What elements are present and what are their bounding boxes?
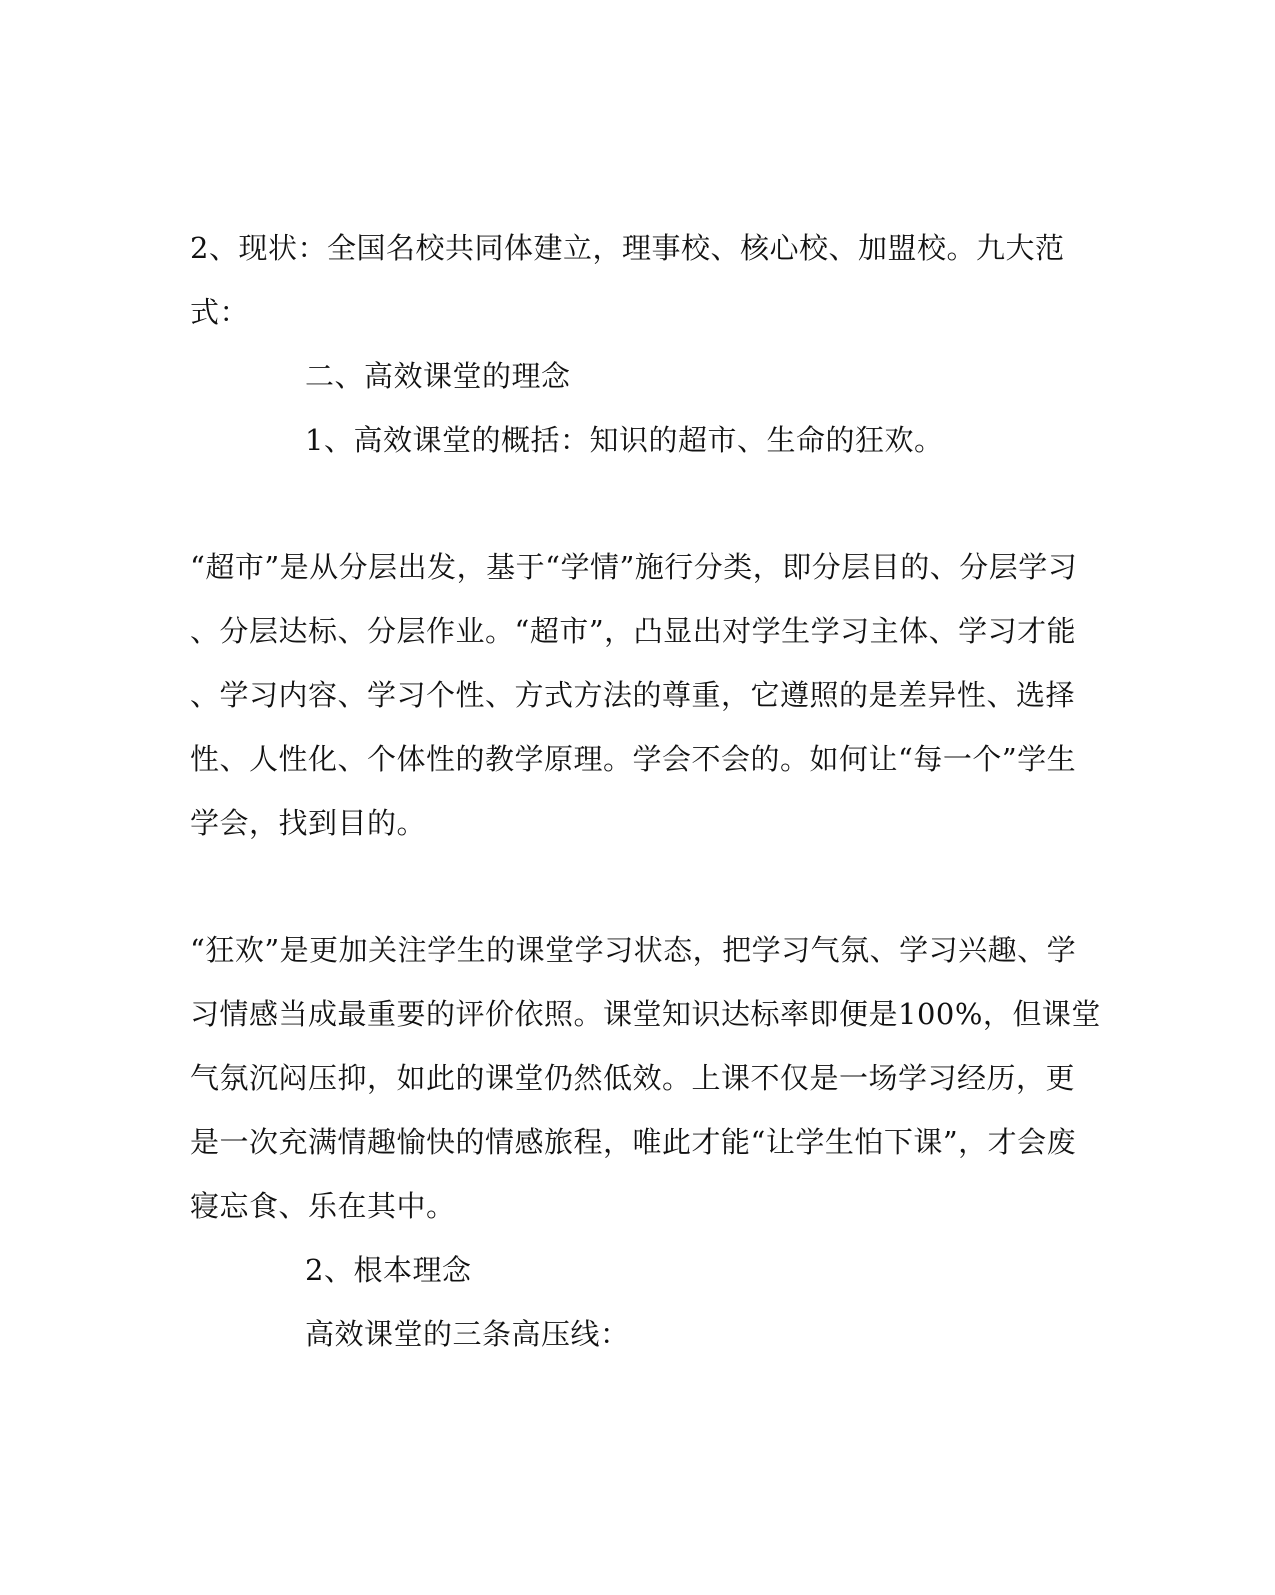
text-line: 式： <box>190 295 250 329</box>
text-line: 2、现状：全国名校共同体建立，理事校、核心校、加盟校。九大范 <box>190 231 1065 265</box>
text-line: 、分层达标、分层作业。“超市”，凸显出对学生学习主体、学习才能 <box>190 614 1077 648</box>
text-line: “狂欢”是更加关注学生的课堂学习状态，把学习气氛、学习兴趣、学 <box>190 933 1077 967</box>
section-heading: 二、高效课堂的理念 <box>305 359 571 393</box>
text-line: “超市”是从分层出发，基于“学情”施行分类，即分层目的、分层学习 <box>190 550 1078 584</box>
text-line: 学会，找到目的。 <box>190 806 427 840</box>
subsection-heading: 2、根本理念 <box>305 1253 472 1287</box>
text-line: 性、人性化、个体性的教学原理。学会不会的。如何让“每一个”学生 <box>190 742 1077 776</box>
text-line: 高效课堂的三条高压线： <box>305 1317 630 1351</box>
text-line: 寝忘食、乐在其中。 <box>190 1189 456 1223</box>
text-line: 、学习内容、学习个性、方式方法的尊重，它遵照的是差异性、选择 <box>190 678 1076 712</box>
subsection-heading: 1、高效课堂的概括：知识的超市、生命的狂欢。 <box>305 423 944 457</box>
text-line: 习情感当成最重要的评价依照。课堂知识达标率即便是100%，但课堂 <box>190 997 1101 1031</box>
text-line: 是一次充满情趣愉快的情感旅程，唯此才能“让学生怕下课”，才会废 <box>190 1125 1077 1159</box>
text-line: 气氛沉闷压抑，如此的课堂仍然低效。上课不仅是一场学习经历，更 <box>190 1061 1076 1095</box>
